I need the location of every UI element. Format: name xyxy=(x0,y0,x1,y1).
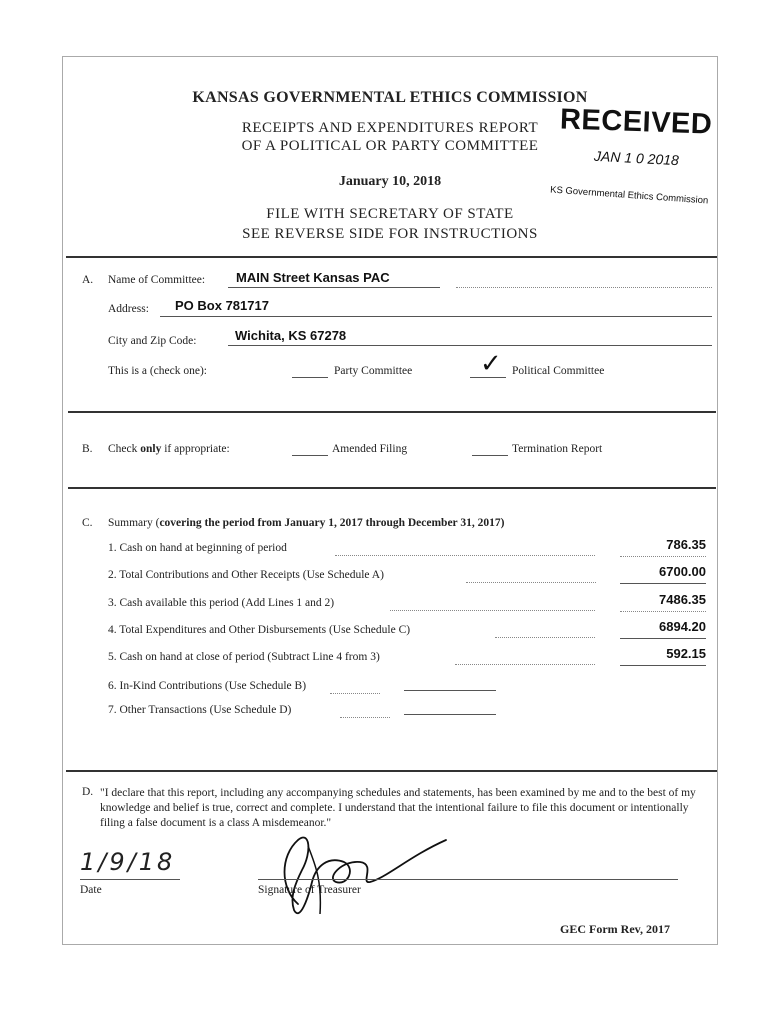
section-d-letter: D. xyxy=(82,786,94,798)
section-c-divider xyxy=(66,770,717,772)
city-zip-line xyxy=(228,345,712,346)
section-b-label-pre: Check xyxy=(108,443,141,455)
in-kind-contributions-leader xyxy=(330,693,380,694)
political-committee-label: Political Committee xyxy=(512,365,605,377)
amended-filing-blank xyxy=(292,455,328,456)
other-transactions-label: 7. Other Transactions (Use Schedule D) xyxy=(108,704,292,716)
summary-line-4-label: 4. Total Expenditures and Other Disbursements (Use Schedule C) xyxy=(108,624,411,636)
section-c-letter: C. xyxy=(82,517,93,529)
summary-line-5-label: 5. Cash on hand at close of period (Subtract Line 4 from 3) xyxy=(108,651,380,663)
political-committee-checkmark: ✓ xyxy=(480,348,502,378)
section-b-label-bold: only xyxy=(140,443,162,455)
stamp-date: JAN 1 0 2018 xyxy=(593,147,680,169)
signature-line xyxy=(258,879,678,880)
committee-name-line xyxy=(228,287,440,288)
address-value: PO Box 781717 xyxy=(175,298,269,313)
city-zip-value: Wichita, KS 67278 xyxy=(235,328,347,343)
summary-line-5-field xyxy=(620,665,706,666)
summary-line-4-leader xyxy=(495,637,595,638)
summary-line-1-field xyxy=(620,556,706,557)
summary-line-5-value: 592.15 xyxy=(666,646,706,661)
party-committee-label: Party Committee xyxy=(334,365,413,377)
file-instruction-line1: FILE WITH SECRETARY OF STATE xyxy=(266,206,514,222)
termination-report-label: Termination Report xyxy=(512,443,603,455)
section-a-divider xyxy=(68,411,716,413)
in-kind-contributions-label: 6. In-Kind Contributions (Use Schedule B) xyxy=(108,680,307,692)
summary-line-1-value: 786.35 xyxy=(666,537,706,552)
section-b-divider xyxy=(68,487,716,489)
received-stamp: RECEIVED xyxy=(559,103,713,141)
political-committee-blank xyxy=(470,377,506,378)
summary-heading-prefix: Summary ( xyxy=(108,517,160,529)
section-a-letter: A. xyxy=(82,274,94,286)
summary-line-3-field xyxy=(620,611,706,612)
date-line xyxy=(80,879,180,880)
handwritten-date: 1/9/18 xyxy=(80,848,176,876)
section-b-letter: B. xyxy=(82,443,93,455)
committee-name-label: Name of Committee: xyxy=(108,274,206,286)
address-label: Address: xyxy=(108,303,149,315)
file-instruction-line2: SEE REVERSE SIDE FOR INSTRUCTIONS xyxy=(242,226,538,242)
summary-line-4-field xyxy=(620,638,706,639)
frame-bottom xyxy=(62,944,718,945)
report-title-line2: OF A POLITICAL OR PARTY COMMITTEE xyxy=(241,138,539,154)
signature-label: Signature of Treasurer xyxy=(258,884,361,896)
summary-heading xyxy=(108,517,504,529)
section-b-label-post: if appropriate: xyxy=(161,443,230,455)
committee-name-value: MAIN Street Kansas PAC xyxy=(236,270,390,285)
committee-type-label: This is a (check one): xyxy=(108,365,207,377)
frame-top xyxy=(62,56,718,57)
summary-line-2-label: 2. Total Contributions and Other Receipts (Use Schedule A) xyxy=(108,569,384,581)
other-transactions-field xyxy=(404,714,496,715)
section-b-label xyxy=(108,443,230,455)
city-zip-label: City and Zip Code: xyxy=(108,335,197,347)
treasurer-signature xyxy=(250,826,460,924)
summary-line-3-value: 7486.35 xyxy=(659,592,706,607)
summary-line-3-leader xyxy=(390,610,595,611)
report-title-line1: RECEIPTS AND EXPENDITURES REPORT xyxy=(241,120,539,136)
address-line xyxy=(160,316,712,317)
termination-report-blank xyxy=(472,455,508,456)
stamp-agency: KS Governmental Ethics Commission xyxy=(549,184,709,207)
summary-line-3-label: 3. Cash available this period (Add Lines 1 and 2) xyxy=(108,597,335,609)
party-committee-blank xyxy=(292,377,328,378)
summary-line-2-field xyxy=(620,583,706,584)
date-label: Date xyxy=(80,884,102,896)
in-kind-contributions-field xyxy=(404,690,496,691)
other-transactions-leader xyxy=(340,717,390,718)
header-divider xyxy=(66,256,717,258)
summary-line-1-leader xyxy=(335,555,595,556)
summary-line-1-label: 1. Cash on hand at beginning of period xyxy=(108,542,287,554)
form-revision: GEC Form Rev, 2017 xyxy=(560,922,670,936)
report-date: January 10, 2018 xyxy=(338,174,442,189)
committee-name-line-ext xyxy=(456,287,712,288)
summary-heading-period: covering the period from January 1, 2017 through December 31, 2017) xyxy=(159,517,505,529)
commission-title: KANSAS GOVERNMENTAL ETHICS COMMISSION xyxy=(192,89,588,106)
declaration-text: "I declare that this report, including any accompanying schedules and statements, has been examined by me and to the best of my knowledge and belief is true, correct and complete. I understand that the intentional failure to file this document or intentionally filing a false document is a class A misdemeanor." xyxy=(100,787,696,829)
summary-line-5-leader xyxy=(455,664,595,665)
summary-line-2-value: 6700.00 xyxy=(659,564,706,579)
amended-filing-label: Amended Filing xyxy=(332,443,408,455)
summary-line-4-value: 6894.20 xyxy=(659,619,706,634)
summary-line-2-leader xyxy=(466,582,596,583)
